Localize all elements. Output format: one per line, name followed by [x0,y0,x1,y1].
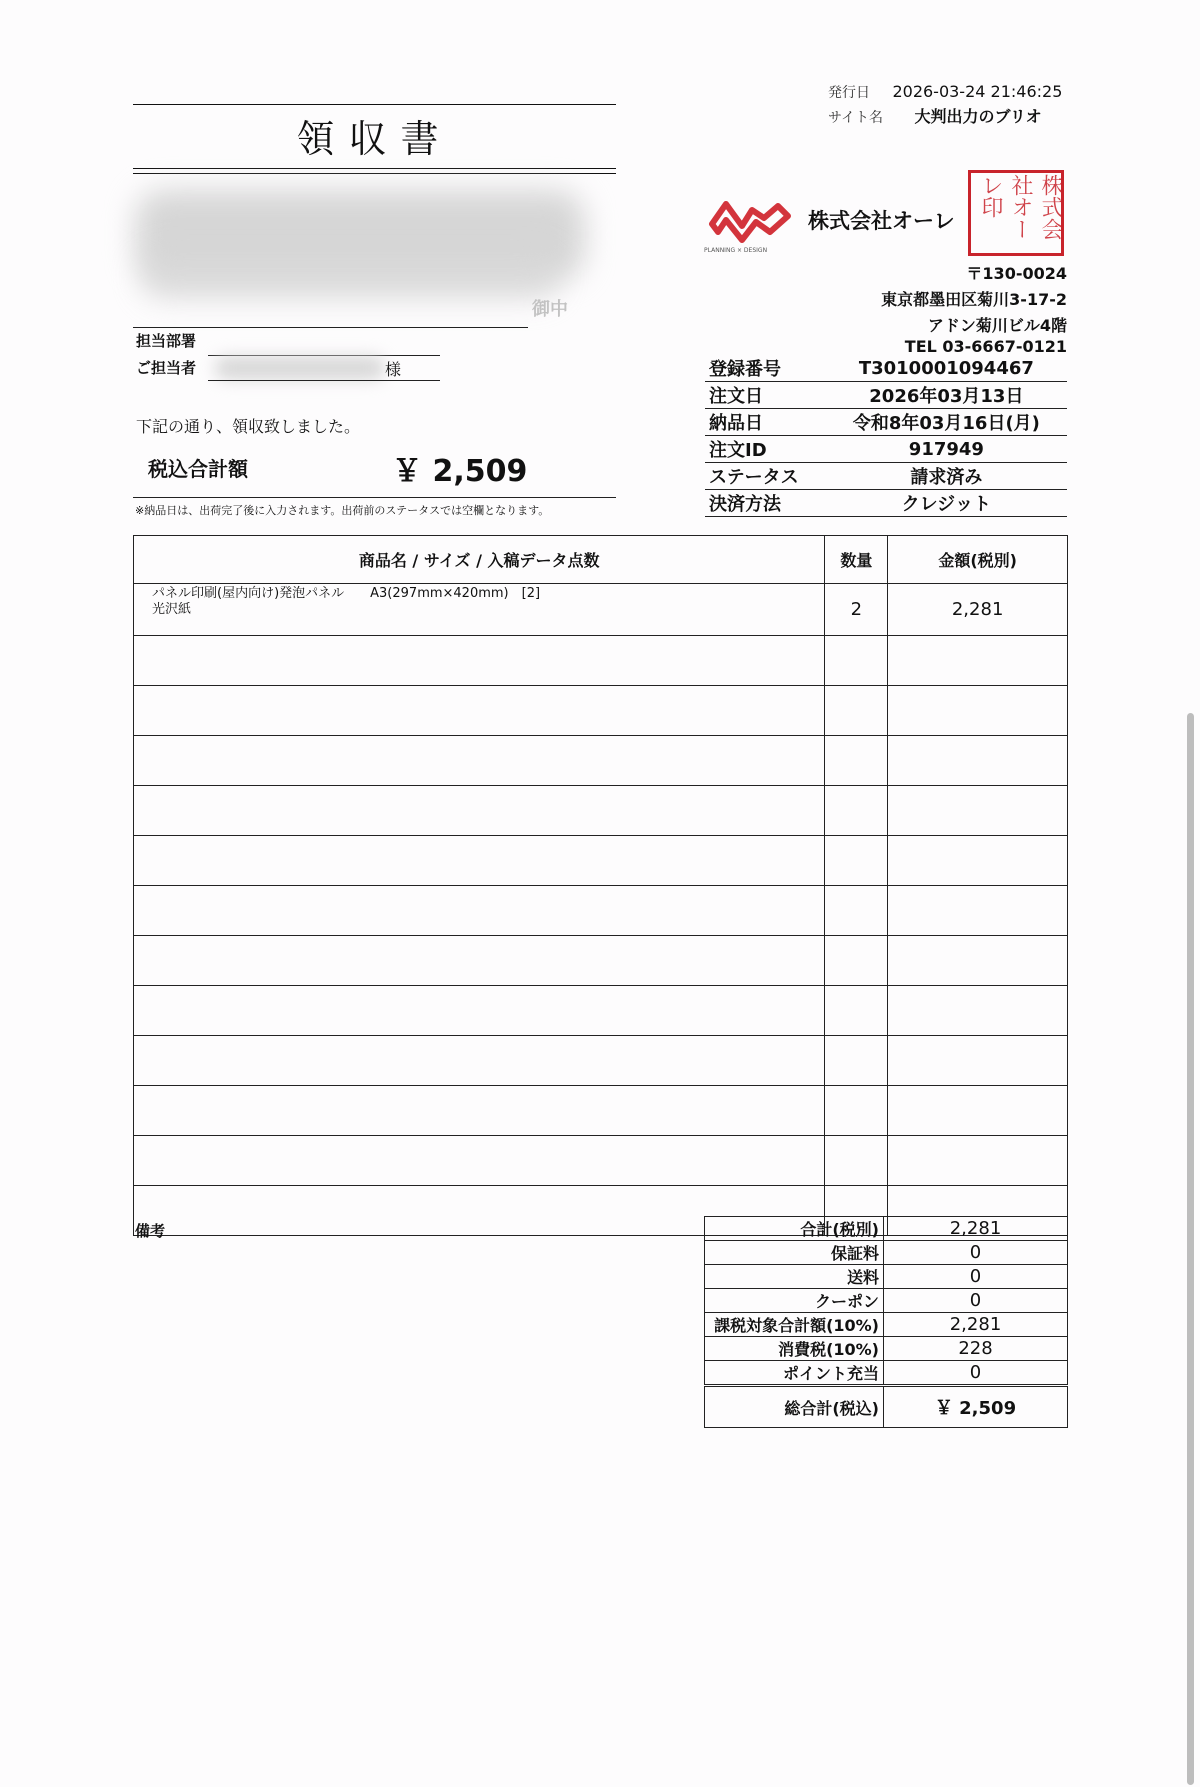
totals-row [705,1313,1068,1337]
order-info-value: T3010001094467 [826,355,1067,382]
item-quantity [825,986,888,1036]
header-product: 商品名 / サイズ / 入稿データ点数 [134,536,825,584]
receipt-message: 下記の通り、領収致しました。 [136,417,361,436]
issue-date-row [828,82,1062,102]
item-name-cell [134,736,825,786]
totals-value: 0 [884,1241,1068,1265]
order-info-label: ステータス [705,463,826,490]
order-info-label: 注文ID [705,436,826,463]
company-address2: アドン菊川ビル4階 [927,316,1067,335]
table-row-empty [134,736,1068,786]
table-row [134,584,1068,636]
item-amount [888,786,1068,836]
item-quantity [825,786,888,836]
item-quantity [825,886,888,936]
person-underline [208,380,440,381]
order-info-row [705,490,1067,517]
item-name-cell [134,886,825,936]
item-quantity [825,836,888,886]
item-amount [888,886,1068,936]
customer-name-underline [133,327,528,328]
totals-row [705,1289,1068,1313]
order-info-value: 請求済み [826,463,1067,490]
order-info-value: 917949 [826,436,1067,463]
company-tel: TEL 03-6667-0121 [904,337,1067,356]
header-quantity: 数量 [825,536,888,584]
totals-row [705,1361,1068,1386]
vertical-scrollbar[interactable] [1187,713,1194,1785]
dept-underline [208,355,440,356]
title-rule-bottom-2 [133,173,616,174]
totals-value: 0 [884,1265,1068,1289]
item-amount [888,636,1068,686]
item-name-cell [134,1136,825,1186]
order-info-row [705,409,1067,436]
item-amount [888,1036,1068,1086]
company-address1: 東京都墨田区菊川3-17-2 [881,290,1067,309]
item-amount [888,736,1068,786]
company-logo [704,188,799,258]
table-row-empty [134,936,1068,986]
redacted-customer-name-2 [140,250,560,300]
totals-value: 0 [884,1361,1068,1386]
table-row-empty [134,886,1068,936]
totals-row [705,1241,1068,1265]
table-row-empty [134,1036,1068,1086]
table-row-empty [134,786,1068,836]
total-underline [133,497,616,498]
item-name-cell [134,1036,825,1086]
document-title: 領収書 [296,117,453,161]
order-info-label: 決済方法 [705,490,826,517]
item-quantity [825,636,888,686]
totals-label: 課税対象合計額(10%) [705,1313,884,1337]
order-info-value: 2026年03月13日 [826,382,1067,409]
order-info-label: 登録番号 [705,355,826,382]
totals-row [705,1217,1068,1241]
total-value: ￥ 2,509 [392,454,528,489]
grand-total-value: ￥ 2,509 [884,1386,1068,1428]
person-label: ご担当者 [136,359,197,377]
totals-value: 0 [884,1289,1068,1313]
item-name-cell [134,786,825,836]
totals-label: 保証料 [705,1241,884,1265]
table-row-empty [134,986,1068,1036]
grand-total-row [705,1386,1068,1428]
item-amount [888,836,1068,886]
item-quantity: 2 [825,584,888,636]
remarks-label: 備考 [135,1222,166,1240]
order-info-label: 納品日 [705,409,826,436]
item-quantity [825,736,888,786]
order-info-table [705,355,1067,517]
item-name-cell [134,636,825,686]
totals-row [705,1337,1068,1361]
item-amount [888,936,1068,986]
totals-label: 消費税(10%) [705,1337,884,1361]
totals-label: クーポン [705,1289,884,1313]
totals-value: 2,281 [884,1313,1068,1337]
footnote: ※納品日は、出荷完了後に入力されます。出荷前のステータスでは空欄となります。 [135,504,550,517]
company-name: 株式会社オーレ [808,209,955,233]
table-row-empty [134,636,1068,686]
redacted-person-name [215,357,385,379]
order-info-row [705,382,1067,409]
item-name-cell [134,584,825,636]
grand-total-label: 総合計(税込) [705,1386,884,1428]
company-postal: 〒130-0024 [966,264,1067,283]
item-name-line2: 光沢紙 [152,602,192,617]
item-name-cell [134,986,825,1036]
company-seal [968,170,1064,256]
title-rule-bottom-1 [133,168,616,169]
total-label: 税込合計額 [148,457,248,481]
table-row-empty [134,1136,1068,1186]
order-info-value: クレジット [826,490,1067,517]
header-amount: 金額(税別) [888,536,1068,584]
totals-label: 合計(税別) [705,1217,884,1241]
site-name-label: サイト名 [828,110,884,126]
item-name-cell [134,836,825,886]
item-quantity [825,1036,888,1086]
order-info-value: 令和8年03月16日(月) [826,409,1067,436]
order-info-label: 注文日 [705,382,826,409]
site-name-row [828,104,1042,127]
person-suffix: 様 [385,360,402,379]
item-amount: 2,281 [888,584,1068,636]
item-amount [888,1086,1068,1136]
item-quantity [825,1136,888,1186]
item-name-cell [134,686,825,736]
order-info-row [705,463,1067,490]
item-amount [888,686,1068,736]
site-name-value: 大判出力のブリオ [914,107,1042,126]
items-header-row [134,536,1068,584]
table-row-empty [134,1086,1068,1136]
totals-value: 228 [884,1337,1068,1361]
issue-date-value: 2026-03-24 21:46:25 [892,82,1063,101]
seal-text: 株式会社オーレ印 [978,174,1063,240]
items-table [133,535,1068,1236]
table-row-empty [134,686,1068,736]
customer-honorific: 御中 [532,299,568,320]
item-name-cell [134,1086,825,1136]
order-info-row [705,436,1067,463]
item-name-line1: パネル印刷(屋内向け)発泡パネル A3(297mm×420mm) [2] [152,586,541,601]
totals-table [704,1216,1068,1428]
totals-label: 送料 [705,1265,884,1289]
totals-label: ポイント充当 [705,1361,884,1386]
title-rule-top [133,104,616,105]
item-quantity [825,1086,888,1136]
logo-tagline: PLANNING × DESIGN [704,247,768,254]
order-info-row [705,355,1067,382]
totals-row [705,1265,1068,1289]
item-quantity [825,936,888,986]
totals-value: 2,281 [884,1217,1068,1241]
item-name-cell [134,936,825,986]
issue-date-label: 発行日 [828,85,870,101]
table-row-empty [134,836,1068,886]
item-amount [888,986,1068,1036]
dept-label: 担当部署 [136,332,197,350]
item-amount [888,1136,1068,1186]
item-quantity [825,686,888,736]
